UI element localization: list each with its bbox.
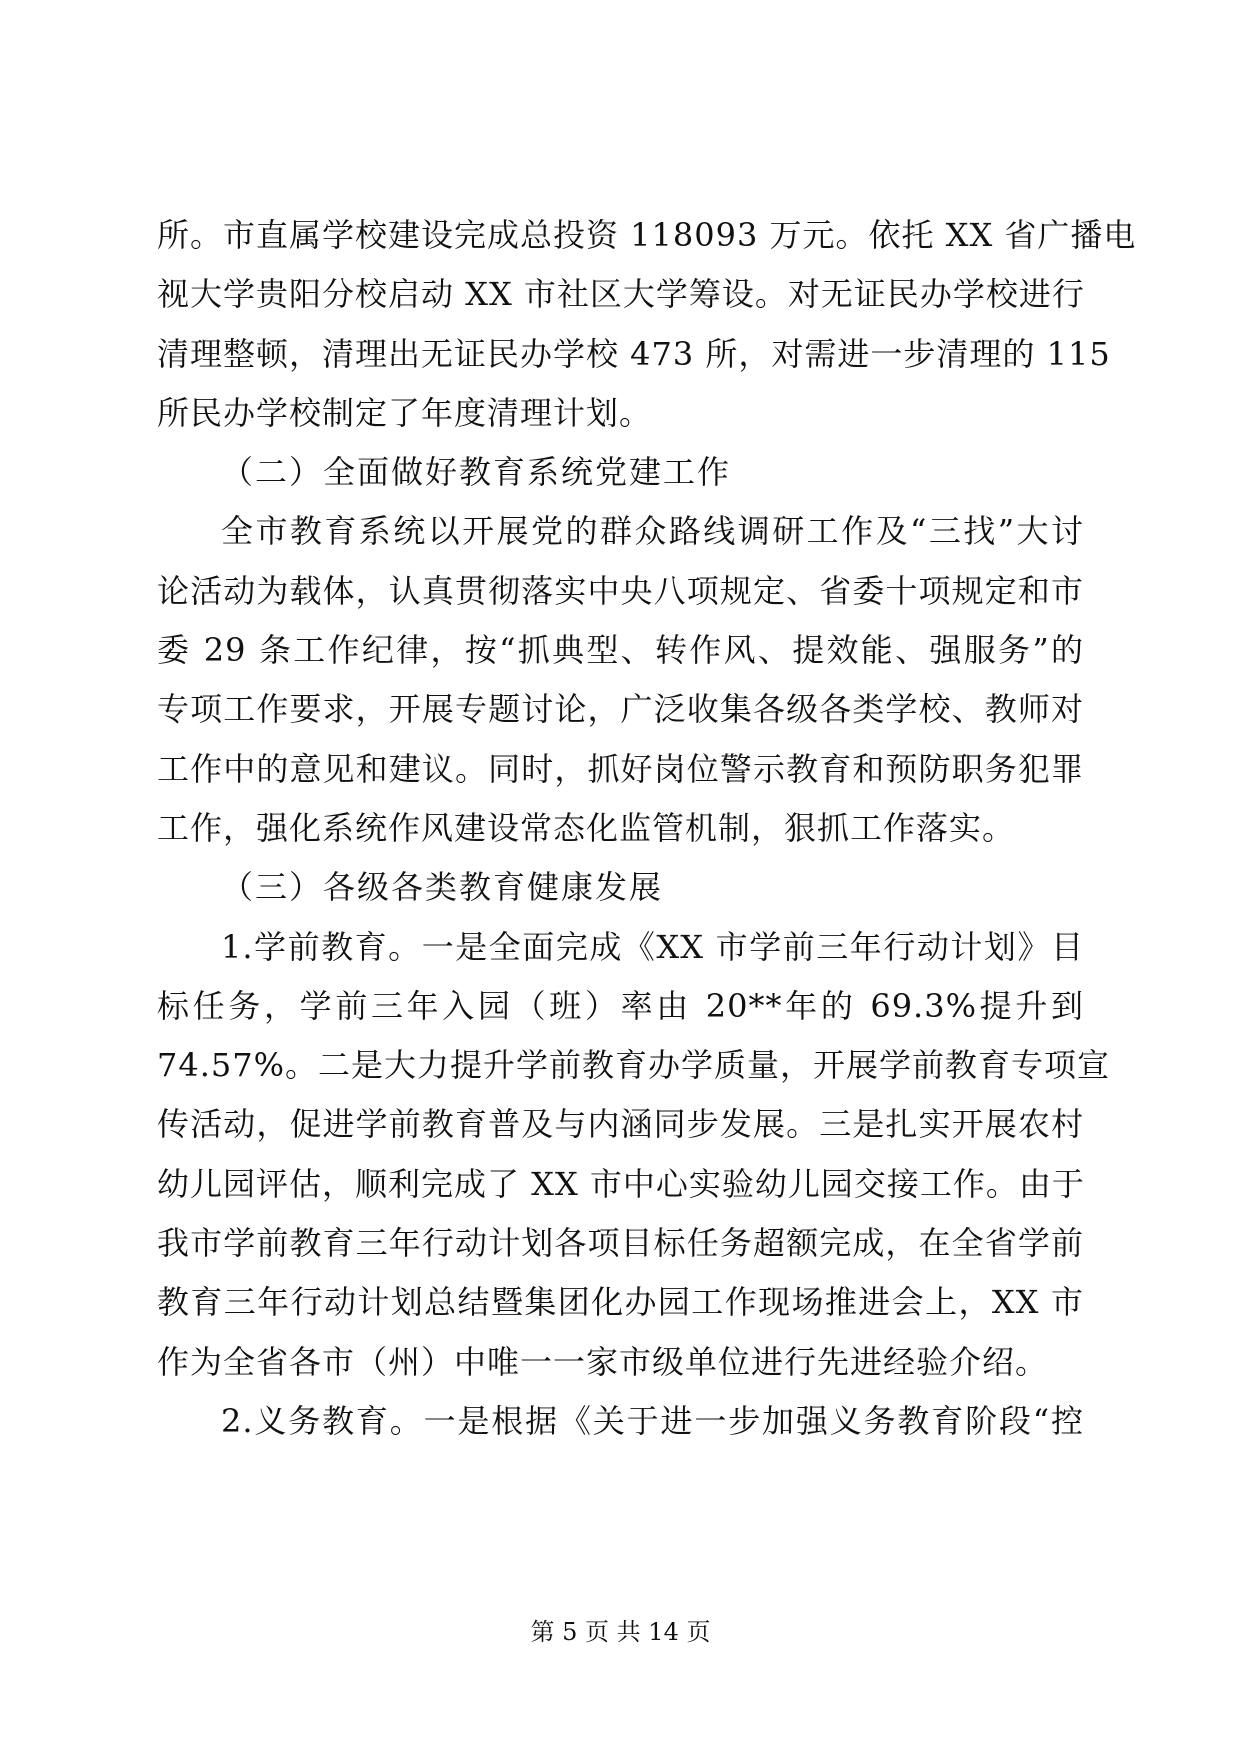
body-line: 标任务，学前三年入园（班）率由 20**年的 69.3%提升到: [157, 986, 1084, 1025]
section-heading-2: （二）全面做好教育系统党建工作: [221, 453, 732, 492]
body-line: 论活动为载体，认真贯彻落实中央八项规定、省委十项规定和市: [157, 571, 1084, 610]
body-line: 所民办学校制定了年度清理计划。: [157, 393, 653, 432]
body-line: 专项工作要求，开展专题讨论，广泛收集各级各类学校、教师对: [157, 690, 1084, 729]
body-line: 74.57%。二是大力提升学前教育办学质量，开展学前教育专项宣: [157, 1046, 1111, 1085]
body-line: 全市教育系统以开展党的群众路线调研工作及“三找”大讨: [221, 512, 1084, 551]
body-line: 清理整顿，清理出无证民办学校 473 所，对需进一步清理的 115: [157, 334, 1111, 373]
body-line: 幼儿园评估，顺利完成了 XX 市中心实验幼儿园交接工作。由于: [157, 1164, 1085, 1203]
section-heading-3: （三）各级各类教育健康发展: [221, 868, 664, 907]
body-line: 视大学贵阳分校启动 XX 市社区大学筹设。对无证民办学校进行: [157, 275, 1085, 314]
body-line: 所。市直属学校建设完成总投资 118093 万元。依托 XX 省广播电: [157, 216, 1137, 254]
body-line: 委 29 条工作纪律，按“抓典型、转作风、提效能、强服务”的: [157, 631, 1084, 670]
body-line: 传活动，促进学前教育普及与内涵同步发展。三是扎实开展农村: [157, 1105, 1084, 1144]
body-line: 工作中的意见和建议。同时，抓好岗位警示教育和预防职务犯罪: [157, 749, 1084, 788]
page-number-footer: 第 5 页 共 14 页: [530, 1618, 711, 1646]
body-line: 2.义务教育。一是根据《关于进一步加强义务教育阶段“控: [221, 1401, 1084, 1440]
body-line: 作为全省各市（州）中唯一一家市级单位进行先进经验介绍。: [157, 1342, 1049, 1381]
document-body: [157, 206, 1137, 1451]
body-line: 教育三年行动计划总结暨集团化办园工作现场推进会上，XX 市: [157, 1283, 1084, 1322]
body-line: 1.学前教育。一是全面完成《XX 市学前三年行动计划》目: [221, 927, 1084, 966]
body-line: 工作，强化系统作风建设常态化监管机制，狠抓工作落实。: [157, 808, 1016, 847]
body-line: 我市学前教育三年行动计划各项目标任务超额完成，在全省学前: [157, 1224, 1084, 1263]
